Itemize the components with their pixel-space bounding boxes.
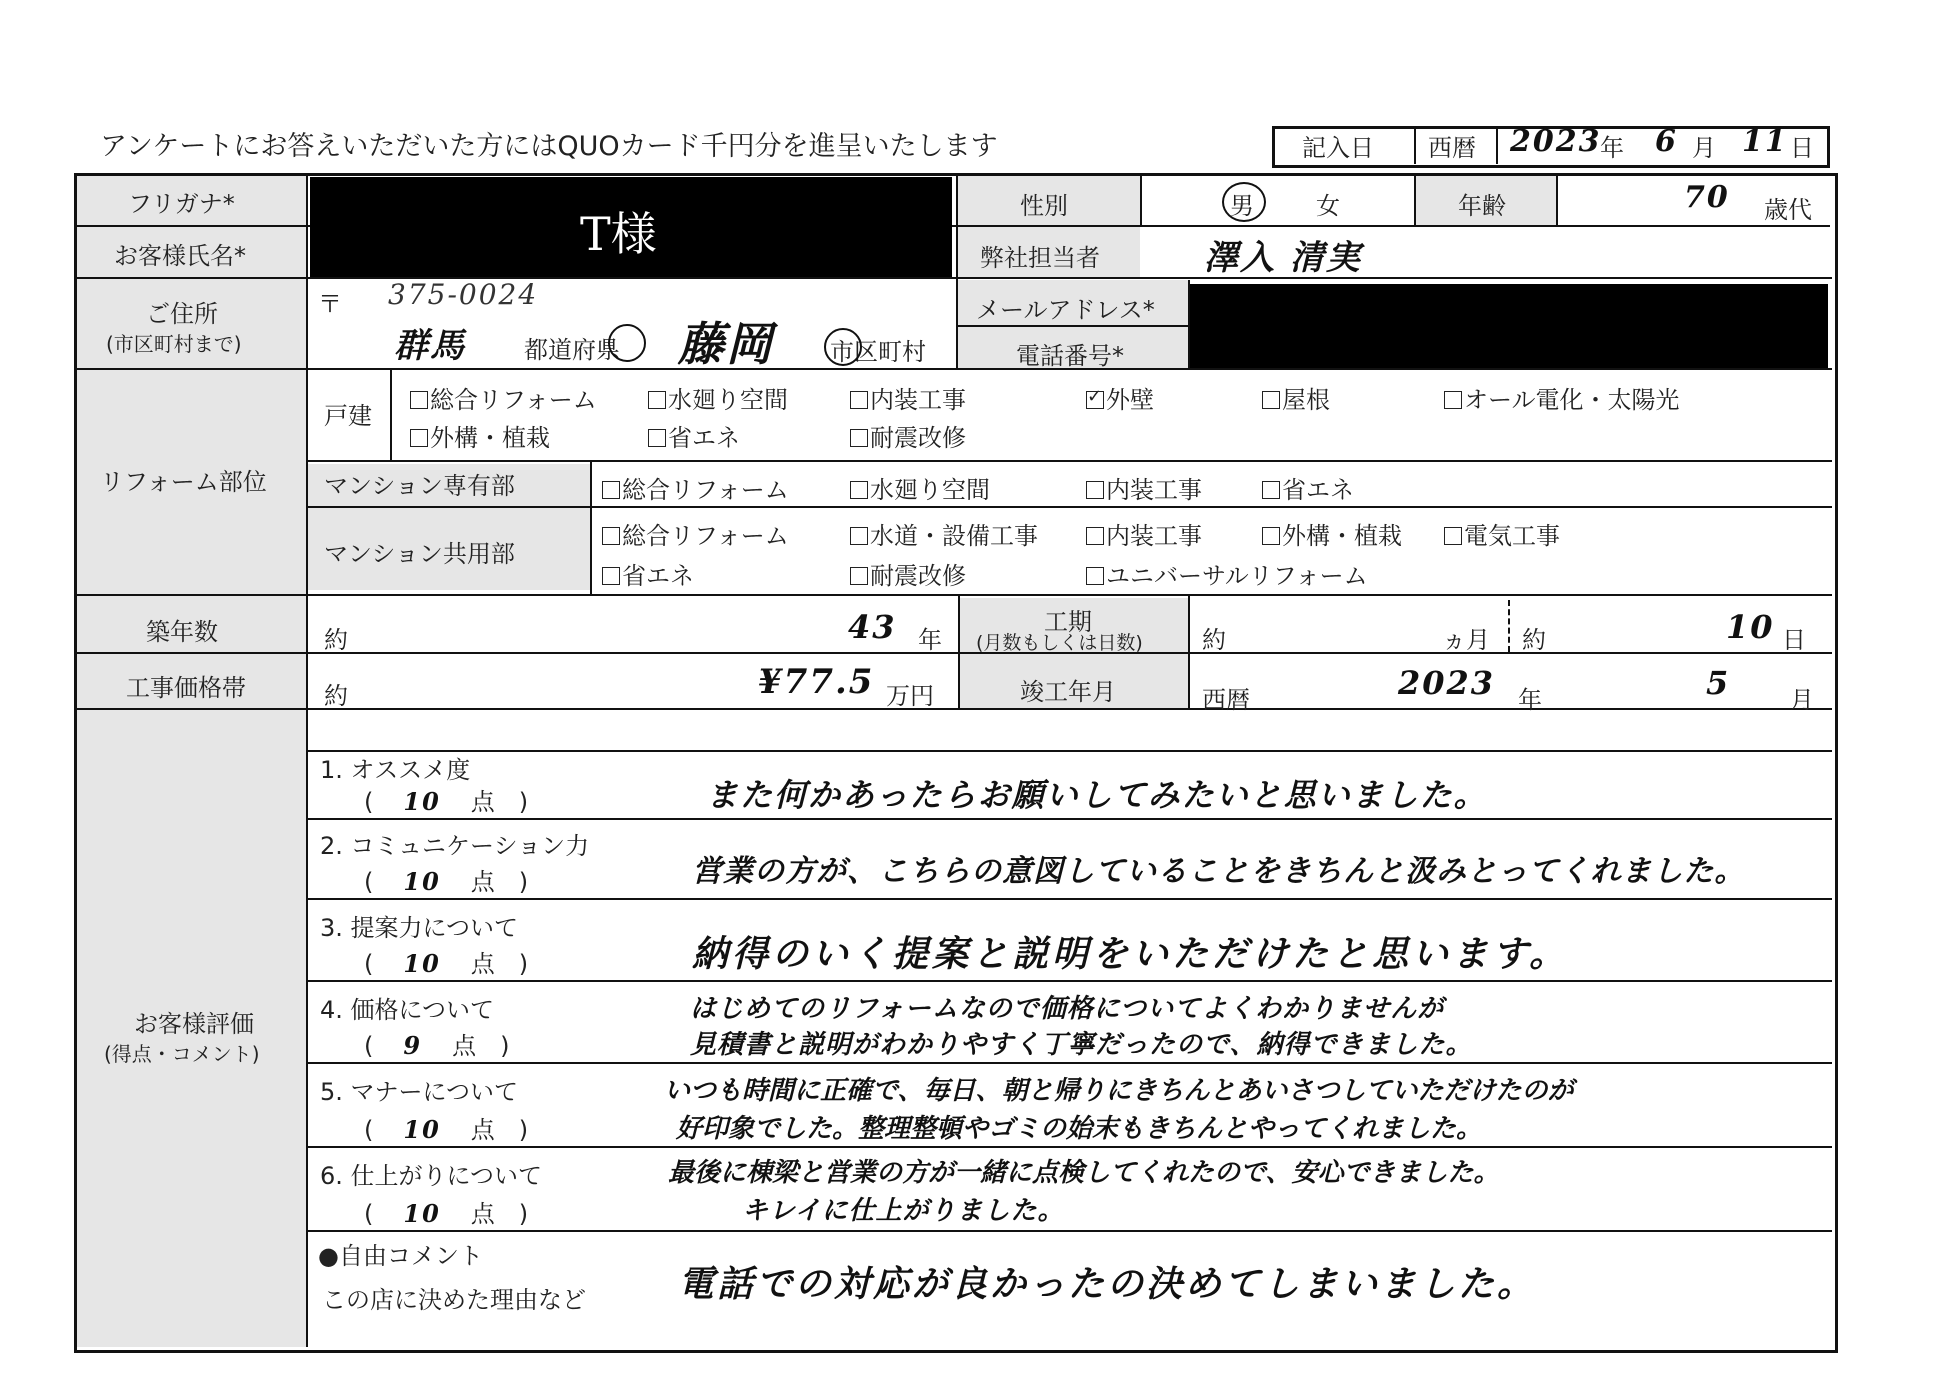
eval-item-2-comment[interactable]: 営業の方が、こちらの意図していることをきちんと汲みとってくれました。 [692,854,1746,889]
price-value[interactable]: ¥77.5 [758,662,875,702]
eval-item-5-label: 5. マナーについて [320,1078,519,1106]
checkbox-icon [410,429,428,447]
prefecture[interactable]: 群馬 [394,326,466,366]
checkbox-icon [648,429,666,447]
contact-redaction [1190,284,1828,368]
entry-date-era: 西暦 [1428,134,1476,162]
customer-name: T様 [580,207,657,261]
eval-item-1-label: 1. オススメ度 [320,756,471,784]
common-option-0[interactable]: 総合リフォーム [602,516,789,551]
house-label: 戸建 [324,402,372,430]
eval-item-5-comment-line-2[interactable]: 好印象でした。整理整頓やゴミの始末もきちんとやってくれました。 [676,1114,1483,1144]
house-option-5[interactable]: オール電化・太陽光 [1444,380,1680,415]
furigana-label: フリガナ* [128,190,235,218]
common-option-4[interactable]: 電気工事 [1444,516,1560,551]
eval-item-6-comment-line-1[interactable]: 最後に棟梁と営業の方が一緒に点検してくれたので、安心できました。 [668,1158,1500,1188]
gender-male-circle [1222,182,1266,222]
eval-item-2-score-row: ( 10 点 ) [364,867,529,896]
entry-date-day-unit: 日 [1790,134,1814,162]
survey-notice: アンケートにお答えいただいた方にはQUOカード千円分を進呈いたします [100,131,998,162]
common-option-1[interactable]: 水道・設備工事 [850,516,1038,551]
phone-label: 電話番号* [1016,342,1124,370]
common-option-7[interactable]: ユニバーサルリフォーム [1086,556,1368,591]
eval-item-4-comment-line-1[interactable]: はじめてのリフォームなので価格についてよくわかりませんが [690,994,1445,1024]
prefecture-circle [608,324,646,362]
entry-date-year[interactable]: 2023 [1510,124,1602,159]
house-option-8[interactable]: 耐震改修 [850,418,966,453]
entry-date-year-unit: 年 [1600,134,1624,162]
free-comment-sublabel: この店に決めた理由など [322,1286,586,1314]
postal-mark: 〒 [318,290,342,318]
eval-item-3-comment[interactable]: 納得のいく提案と説明をいただけたと思います。 [692,933,1570,975]
checkbox-icon [1086,567,1104,585]
eval-item-3-score[interactable]: 10 [403,949,441,978]
address-label: ご住所 [146,300,218,328]
eval-item-5-score[interactable]: 10 [403,1115,441,1144]
checkbox-icon [1262,527,1280,545]
period-months-approx: 約 [1202,626,1226,654]
private-option-0[interactable]: 総合リフォーム [602,470,789,505]
period-days-approx: 約 [1522,626,1546,654]
entry-date-label: 記入日 [1302,134,1374,162]
house-option-3[interactable]: ✓ 外壁 [1086,380,1154,415]
completion-era: 西暦 [1202,686,1250,714]
eval-item-6-label: 6. 仕上がりについて [320,1162,543,1190]
eval-item-3-score-row: ( 10 点 ) [364,949,529,978]
eval-item-2-label: 2. コミュニケーション力 [320,832,590,860]
period-days-unit: 日 [1782,626,1806,654]
gender-male[interactable]: 男 [1230,192,1254,220]
common-option-6[interactable]: 耐震改修 [850,556,966,591]
checkbox-icon [850,391,868,409]
checkbox-icon [1262,391,1280,409]
evaluation-section-label: お客様評価 [134,1010,254,1038]
customer-name-label: お客様氏名* [114,242,246,270]
private-option-2[interactable]: 内装工事 [1086,470,1202,505]
completion-month-unit: 月 [1790,686,1814,714]
common-option-3[interactable]: 外構・植栽 [1262,516,1402,551]
staff-name[interactable]: 澤入 清実 [1204,238,1362,278]
free-comment[interactable]: 電話での対応が良かったの決めてしまいました。 [678,1263,1537,1305]
eval-item-2-score[interactable]: 10 [403,867,441,896]
age-value[interactable]: 70 [1684,180,1730,215]
staff-label: 弊社担当者 [980,244,1100,272]
eval-item-6-score-row: ( 10 点 ) [364,1199,529,1228]
house-option-2[interactable]: 内装工事 [850,380,966,415]
age-label: 年齢 [1458,192,1506,220]
checkbox-icon [850,567,868,585]
entry-date-day[interactable]: 11 [1742,124,1788,159]
eval-item-4-comment-line-2[interactable]: 見積書と説明がわかりやすく丁寧だったので、納得できました。 [690,1030,1473,1060]
checkbox-icon [1444,527,1462,545]
free-comment-label: ●自由コメント [318,1242,483,1270]
house-option-4[interactable]: 屋根 [1262,380,1330,415]
common-option-2[interactable]: 内装工事 [1086,516,1202,551]
prefecture-suffix: 都道府県 [524,336,620,364]
period-days-value[interactable]: 10 [1726,608,1775,646]
house-option-6[interactable]: 外構・植栽 [410,418,550,453]
period-months-unit: ヵ月 [1442,626,1490,654]
eval-item-6-score[interactable]: 10 [403,1199,441,1228]
age-unit: 歳代 [1764,196,1812,224]
checkbox-icon [410,391,428,409]
period-sublabel: (月数もしくは日数) [976,632,1143,654]
postal-code[interactable]: 375-0024 [388,278,539,311]
checkbox-icon [602,481,620,499]
common-label: マンション共用部 [324,540,515,568]
checkbox-icon [648,391,666,409]
eval-item-4-score[interactable]: 9 [403,1031,423,1060]
city-suffix: 市区町村 [830,338,926,366]
eval-item-4-score-row: ( 9 点 ) [364,1031,510,1060]
eval-item-5-comment-line-1[interactable]: いつも時間に正確で、毎日、朝と帰りにきちんとあいさつしていただけたのが [664,1076,1574,1106]
checkbox-icon [1086,481,1104,499]
eval-item-3-label: 3. 提案力について [320,914,519,942]
completion-year[interactable]: 2023 [1398,664,1496,702]
price-label: 工事価格帯 [126,674,246,702]
eval-item-5-score-row: ( 10 点 ) [364,1115,529,1144]
period-label: 工期 [1044,608,1092,636]
private-label: マンション専有部 [324,472,515,500]
eval-item-4-label: 4. 価格について [320,996,495,1024]
building-age-unit: 年 [918,626,942,654]
checkbox-icon [850,481,868,499]
gender-female[interactable]: 女 [1316,192,1340,220]
private-option-1[interactable]: 水廻り空間 [850,470,990,505]
checked-checkbox-icon [1086,391,1104,409]
city-circle [824,328,862,366]
reform-section-label: リフォーム部位 [100,468,267,496]
price-unit: 万円 [886,682,934,710]
checkbox-icon [850,429,868,447]
evaluation-section-sublabel: (得点・コメント) [104,1042,260,1066]
building-age-value[interactable]: 43 [848,608,897,646]
price-approx: 約 [324,682,348,710]
house-option-0[interactable]: 総合リフォーム [410,380,597,415]
checkbox-icon [850,527,868,545]
completion-year-unit: 年 [1518,686,1542,714]
private-option-3[interactable]: 省エネ [1262,470,1354,505]
completion-month[interactable]: 5 [1706,664,1731,702]
eval-item-6-comment-line-2[interactable]: キレイに仕上がりました。 [742,1196,1065,1226]
checkbox-icon [602,567,620,585]
house-option-1[interactable]: 水廻り空間 [648,380,788,415]
checkbox-icon [1086,527,1104,545]
completion-label: 竣工年月 [1020,678,1116,706]
house-option-7[interactable]: 省エネ [648,418,740,453]
building-age-approx: 約 [324,626,348,654]
building-age-label: 築年数 [146,618,218,646]
checkbox-icon [1444,391,1462,409]
checkbox-icon [1262,481,1280,499]
common-option-5[interactable]: 省エネ [602,556,694,591]
checkbox-icon [602,527,620,545]
email-label: メールアドレス* [976,296,1155,324]
eval-item-1-comment[interactable]: また何かあったらお願いしてみたいと思いました。 [706,776,1488,814]
eval-item-1-score[interactable]: 10 [403,787,441,816]
gender-label: 性別 [1020,192,1068,220]
entry-date-month[interactable]: 6 [1655,124,1678,159]
entry-date-month-unit: 月 [1692,134,1716,162]
city[interactable]: 藤岡 [678,317,774,371]
eval-item-1-score-row: ( 10 点 ) [364,787,529,816]
address-sublabel: (市区町村まで) [106,332,242,356]
